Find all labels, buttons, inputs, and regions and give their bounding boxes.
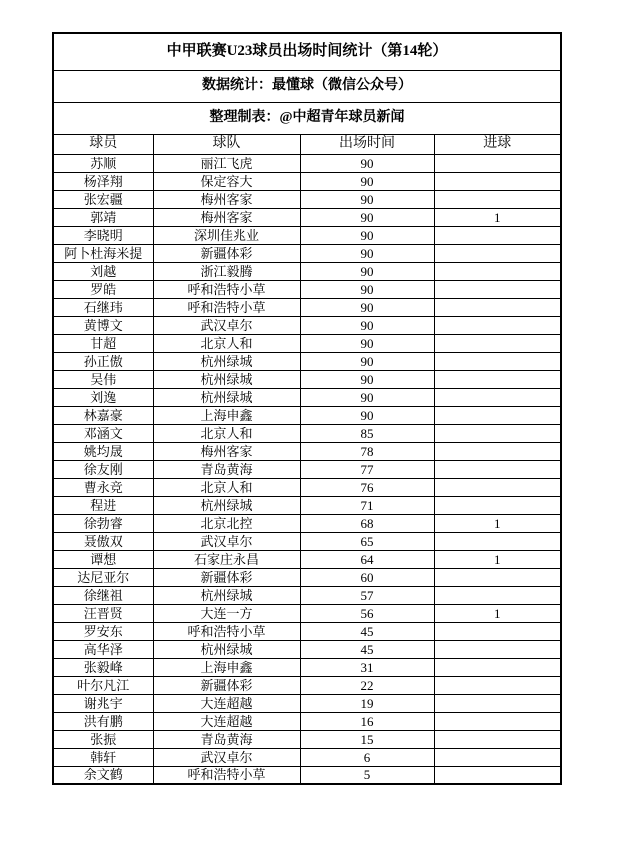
player-cell: 刘越 — [53, 262, 153, 280]
minutes-cell: 90 — [300, 208, 434, 226]
goals-cell — [434, 352, 561, 370]
table-row — [53, 766, 561, 784]
player-cell: 曹永竞 — [53, 478, 153, 496]
table-row — [53, 262, 561, 280]
player-cell: 汪晋贤 — [53, 604, 153, 622]
table-row — [53, 496, 561, 514]
table-row — [53, 388, 561, 406]
minutes-cell: 90 — [300, 298, 434, 316]
minutes-cell: 56 — [300, 604, 434, 622]
player-cell: 郭靖 — [53, 208, 153, 226]
table-row — [53, 478, 561, 496]
player-cell: 张宏疆 — [53, 190, 153, 208]
minutes-cell: 76 — [300, 478, 434, 496]
minutes-cell: 19 — [300, 694, 434, 712]
team-cell: 杭州绿城 — [153, 388, 300, 406]
team-cell: 上海申鑫 — [153, 658, 300, 676]
team-cell: 武汉卓尔 — [153, 748, 300, 766]
table-row — [53, 748, 561, 766]
player-cell: 苏顺 — [53, 154, 153, 172]
player-cell: 李晓明 — [53, 226, 153, 244]
minutes-cell: 90 — [300, 226, 434, 244]
column-header-player: 球员 — [53, 134, 153, 154]
minutes-cell: 90 — [300, 316, 434, 334]
team-cell: 丽江飞虎 — [153, 154, 300, 172]
goals-cell — [434, 388, 561, 406]
player-cell: 石继玮 — [53, 298, 153, 316]
minutes-cell: 71 — [300, 496, 434, 514]
team-cell: 杭州绿城 — [153, 370, 300, 388]
goals-cell — [434, 280, 561, 298]
goals-cell: 1 — [434, 604, 561, 622]
table-title: 中甲联赛U23球员出场时间统计（第14轮） — [53, 33, 561, 70]
table-row — [53, 712, 561, 730]
table-title-row — [53, 33, 561, 70]
minutes-cell: 90 — [300, 190, 434, 208]
team-cell: 石家庄永昌 — [153, 550, 300, 568]
player-cell: 余文鹤 — [53, 766, 153, 784]
table-subtitle-credit-row — [53, 102, 561, 134]
goals-cell — [434, 496, 561, 514]
team-cell: 浙江毅腾 — [153, 262, 300, 280]
team-cell: 武汉卓尔 — [153, 316, 300, 334]
minutes-cell: 16 — [300, 712, 434, 730]
player-cell: 谢兆宇 — [53, 694, 153, 712]
goals-cell — [434, 298, 561, 316]
player-cell: 姚均晟 — [53, 442, 153, 460]
minutes-cell: 65 — [300, 532, 434, 550]
table-row — [53, 676, 561, 694]
player-cell: 徐继祖 — [53, 586, 153, 604]
minutes-cell: 90 — [300, 172, 434, 190]
minutes-cell: 57 — [300, 586, 434, 604]
player-cell: 张振 — [53, 730, 153, 748]
goals-cell — [434, 676, 561, 694]
table-row — [53, 244, 561, 262]
minutes-cell: 6 — [300, 748, 434, 766]
team-cell: 杭州绿城 — [153, 586, 300, 604]
table-row — [53, 424, 561, 442]
u23-stats-table — [52, 32, 562, 785]
goals-cell — [434, 262, 561, 280]
player-cell: 叶尔凡江 — [53, 676, 153, 694]
team-cell: 青岛黄海 — [153, 730, 300, 748]
team-cell: 大连超越 — [153, 694, 300, 712]
table-row — [53, 514, 561, 532]
minutes-cell: 90 — [300, 388, 434, 406]
player-cell: 聂傲双 — [53, 532, 153, 550]
team-cell: 呼和浩特小草 — [153, 280, 300, 298]
team-cell: 梅州客家 — [153, 208, 300, 226]
table-row — [53, 586, 561, 604]
table-row — [53, 532, 561, 550]
minutes-cell: 90 — [300, 406, 434, 424]
team-cell: 大连超越 — [153, 712, 300, 730]
goals-cell — [434, 640, 561, 658]
goals-cell — [434, 406, 561, 424]
minutes-cell: 45 — [300, 640, 434, 658]
goals-cell: 1 — [434, 208, 561, 226]
player-cell: 洪有鹏 — [53, 712, 153, 730]
minutes-cell: 15 — [300, 730, 434, 748]
table-row — [53, 334, 561, 352]
goals-cell — [434, 244, 561, 262]
table-row — [53, 280, 561, 298]
table-row — [53, 460, 561, 478]
table-row — [53, 406, 561, 424]
player-cell: 黄博文 — [53, 316, 153, 334]
goals-cell — [434, 370, 561, 388]
team-cell: 保定容大 — [153, 172, 300, 190]
goals-cell — [434, 532, 561, 550]
goals-cell — [434, 316, 561, 334]
team-cell: 杭州绿城 — [153, 640, 300, 658]
minutes-cell: 90 — [300, 352, 434, 370]
team-cell: 北京北控 — [153, 514, 300, 532]
team-cell: 深圳佳兆业 — [153, 226, 300, 244]
goals-cell: 1 — [434, 550, 561, 568]
table-row — [53, 694, 561, 712]
goals-cell — [434, 694, 561, 712]
team-cell: 新疆体彩 — [153, 244, 300, 262]
minutes-cell: 77 — [300, 460, 434, 478]
goals-cell — [434, 748, 561, 766]
player-cell: 刘逸 — [53, 388, 153, 406]
table-row — [53, 370, 561, 388]
table-body — [53, 33, 561, 784]
team-cell: 新疆体彩 — [153, 676, 300, 694]
goals-cell — [434, 658, 561, 676]
table-row — [53, 604, 561, 622]
table-subtitle-stats: 数据统计：最懂球（微信公众号） — [53, 70, 561, 102]
goals-cell — [434, 424, 561, 442]
player-cell: 程进 — [53, 496, 153, 514]
team-cell: 杭州绿城 — [153, 352, 300, 370]
table-row — [53, 658, 561, 676]
player-cell: 邓涵文 — [53, 424, 153, 442]
table-header-row — [53, 134, 561, 154]
team-cell: 大连一方 — [153, 604, 300, 622]
player-cell: 林嘉豪 — [53, 406, 153, 424]
table-row — [53, 154, 561, 172]
table-row — [53, 640, 561, 658]
goals-cell — [434, 334, 561, 352]
player-cell: 孙正傲 — [53, 352, 153, 370]
team-cell: 新疆体彩 — [153, 568, 300, 586]
team-cell: 呼和浩特小草 — [153, 298, 300, 316]
goals-cell — [434, 460, 561, 478]
player-cell: 韩轩 — [53, 748, 153, 766]
player-cell: 吴伟 — [53, 370, 153, 388]
team-cell: 呼和浩特小草 — [153, 766, 300, 784]
table-row — [53, 190, 561, 208]
table-row — [53, 442, 561, 460]
minutes-cell: 31 — [300, 658, 434, 676]
table-row — [53, 550, 561, 568]
player-cell: 甘超 — [53, 334, 153, 352]
table-row — [53, 622, 561, 640]
minutes-cell: 68 — [300, 514, 434, 532]
minutes-cell: 90 — [300, 280, 434, 298]
minutes-cell: 45 — [300, 622, 434, 640]
player-cell: 罗皓 — [53, 280, 153, 298]
minutes-cell: 22 — [300, 676, 434, 694]
goals-cell — [434, 226, 561, 244]
goals-cell: 1 — [434, 514, 561, 532]
team-cell: 北京人和 — [153, 424, 300, 442]
goals-cell — [434, 154, 561, 172]
team-cell: 呼和浩特小草 — [153, 622, 300, 640]
team-cell: 北京人和 — [153, 478, 300, 496]
team-cell: 梅州客家 — [153, 190, 300, 208]
minutes-cell: 90 — [300, 334, 434, 352]
table-row — [53, 568, 561, 586]
player-cell: 徐友刚 — [53, 460, 153, 478]
minutes-cell: 90 — [300, 370, 434, 388]
team-cell: 武汉卓尔 — [153, 532, 300, 550]
player-cell: 徐勃睿 — [53, 514, 153, 532]
player-cell: 阿卜杜海米提 — [53, 244, 153, 262]
team-cell: 梅州客家 — [153, 442, 300, 460]
goals-cell — [434, 730, 561, 748]
goals-cell — [434, 586, 561, 604]
team-cell: 青岛黄海 — [153, 460, 300, 478]
table-row — [53, 298, 561, 316]
table-row — [53, 316, 561, 334]
team-cell: 北京人和 — [153, 334, 300, 352]
team-cell: 上海申鑫 — [153, 406, 300, 424]
minutes-cell: 90 — [300, 154, 434, 172]
goals-cell — [434, 712, 561, 730]
player-cell: 杨泽翔 — [53, 172, 153, 190]
player-cell: 高华泽 — [53, 640, 153, 658]
team-cell: 杭州绿城 — [153, 496, 300, 514]
minutes-cell: 90 — [300, 244, 434, 262]
goals-cell — [434, 622, 561, 640]
column-header-goals: 进球 — [434, 134, 561, 154]
goals-cell — [434, 190, 561, 208]
column-header-minutes: 出场时间 — [300, 134, 434, 154]
minutes-cell: 60 — [300, 568, 434, 586]
player-cell: 罗安东 — [53, 622, 153, 640]
goals-cell — [434, 172, 561, 190]
minutes-cell: 85 — [300, 424, 434, 442]
goals-cell — [434, 442, 561, 460]
table-row — [53, 730, 561, 748]
table-subtitle-credit: 整理制表：@中超青年球员新闻 — [53, 102, 561, 134]
minutes-cell: 5 — [300, 766, 434, 784]
column-header-team: 球队 — [153, 134, 300, 154]
player-cell: 张毅峰 — [53, 658, 153, 676]
table-row — [53, 226, 561, 244]
goals-cell — [434, 568, 561, 586]
table-row — [53, 208, 561, 226]
table-row — [53, 352, 561, 370]
minutes-cell: 78 — [300, 442, 434, 460]
table-subtitle-stats-row — [53, 70, 561, 102]
player-cell: 达尼亚尔 — [53, 568, 153, 586]
player-cell: 谭想 — [53, 550, 153, 568]
minutes-cell: 90 — [300, 262, 434, 280]
minutes-cell: 64 — [300, 550, 434, 568]
goals-cell — [434, 478, 561, 496]
table-row — [53, 172, 561, 190]
goals-cell — [434, 766, 561, 784]
